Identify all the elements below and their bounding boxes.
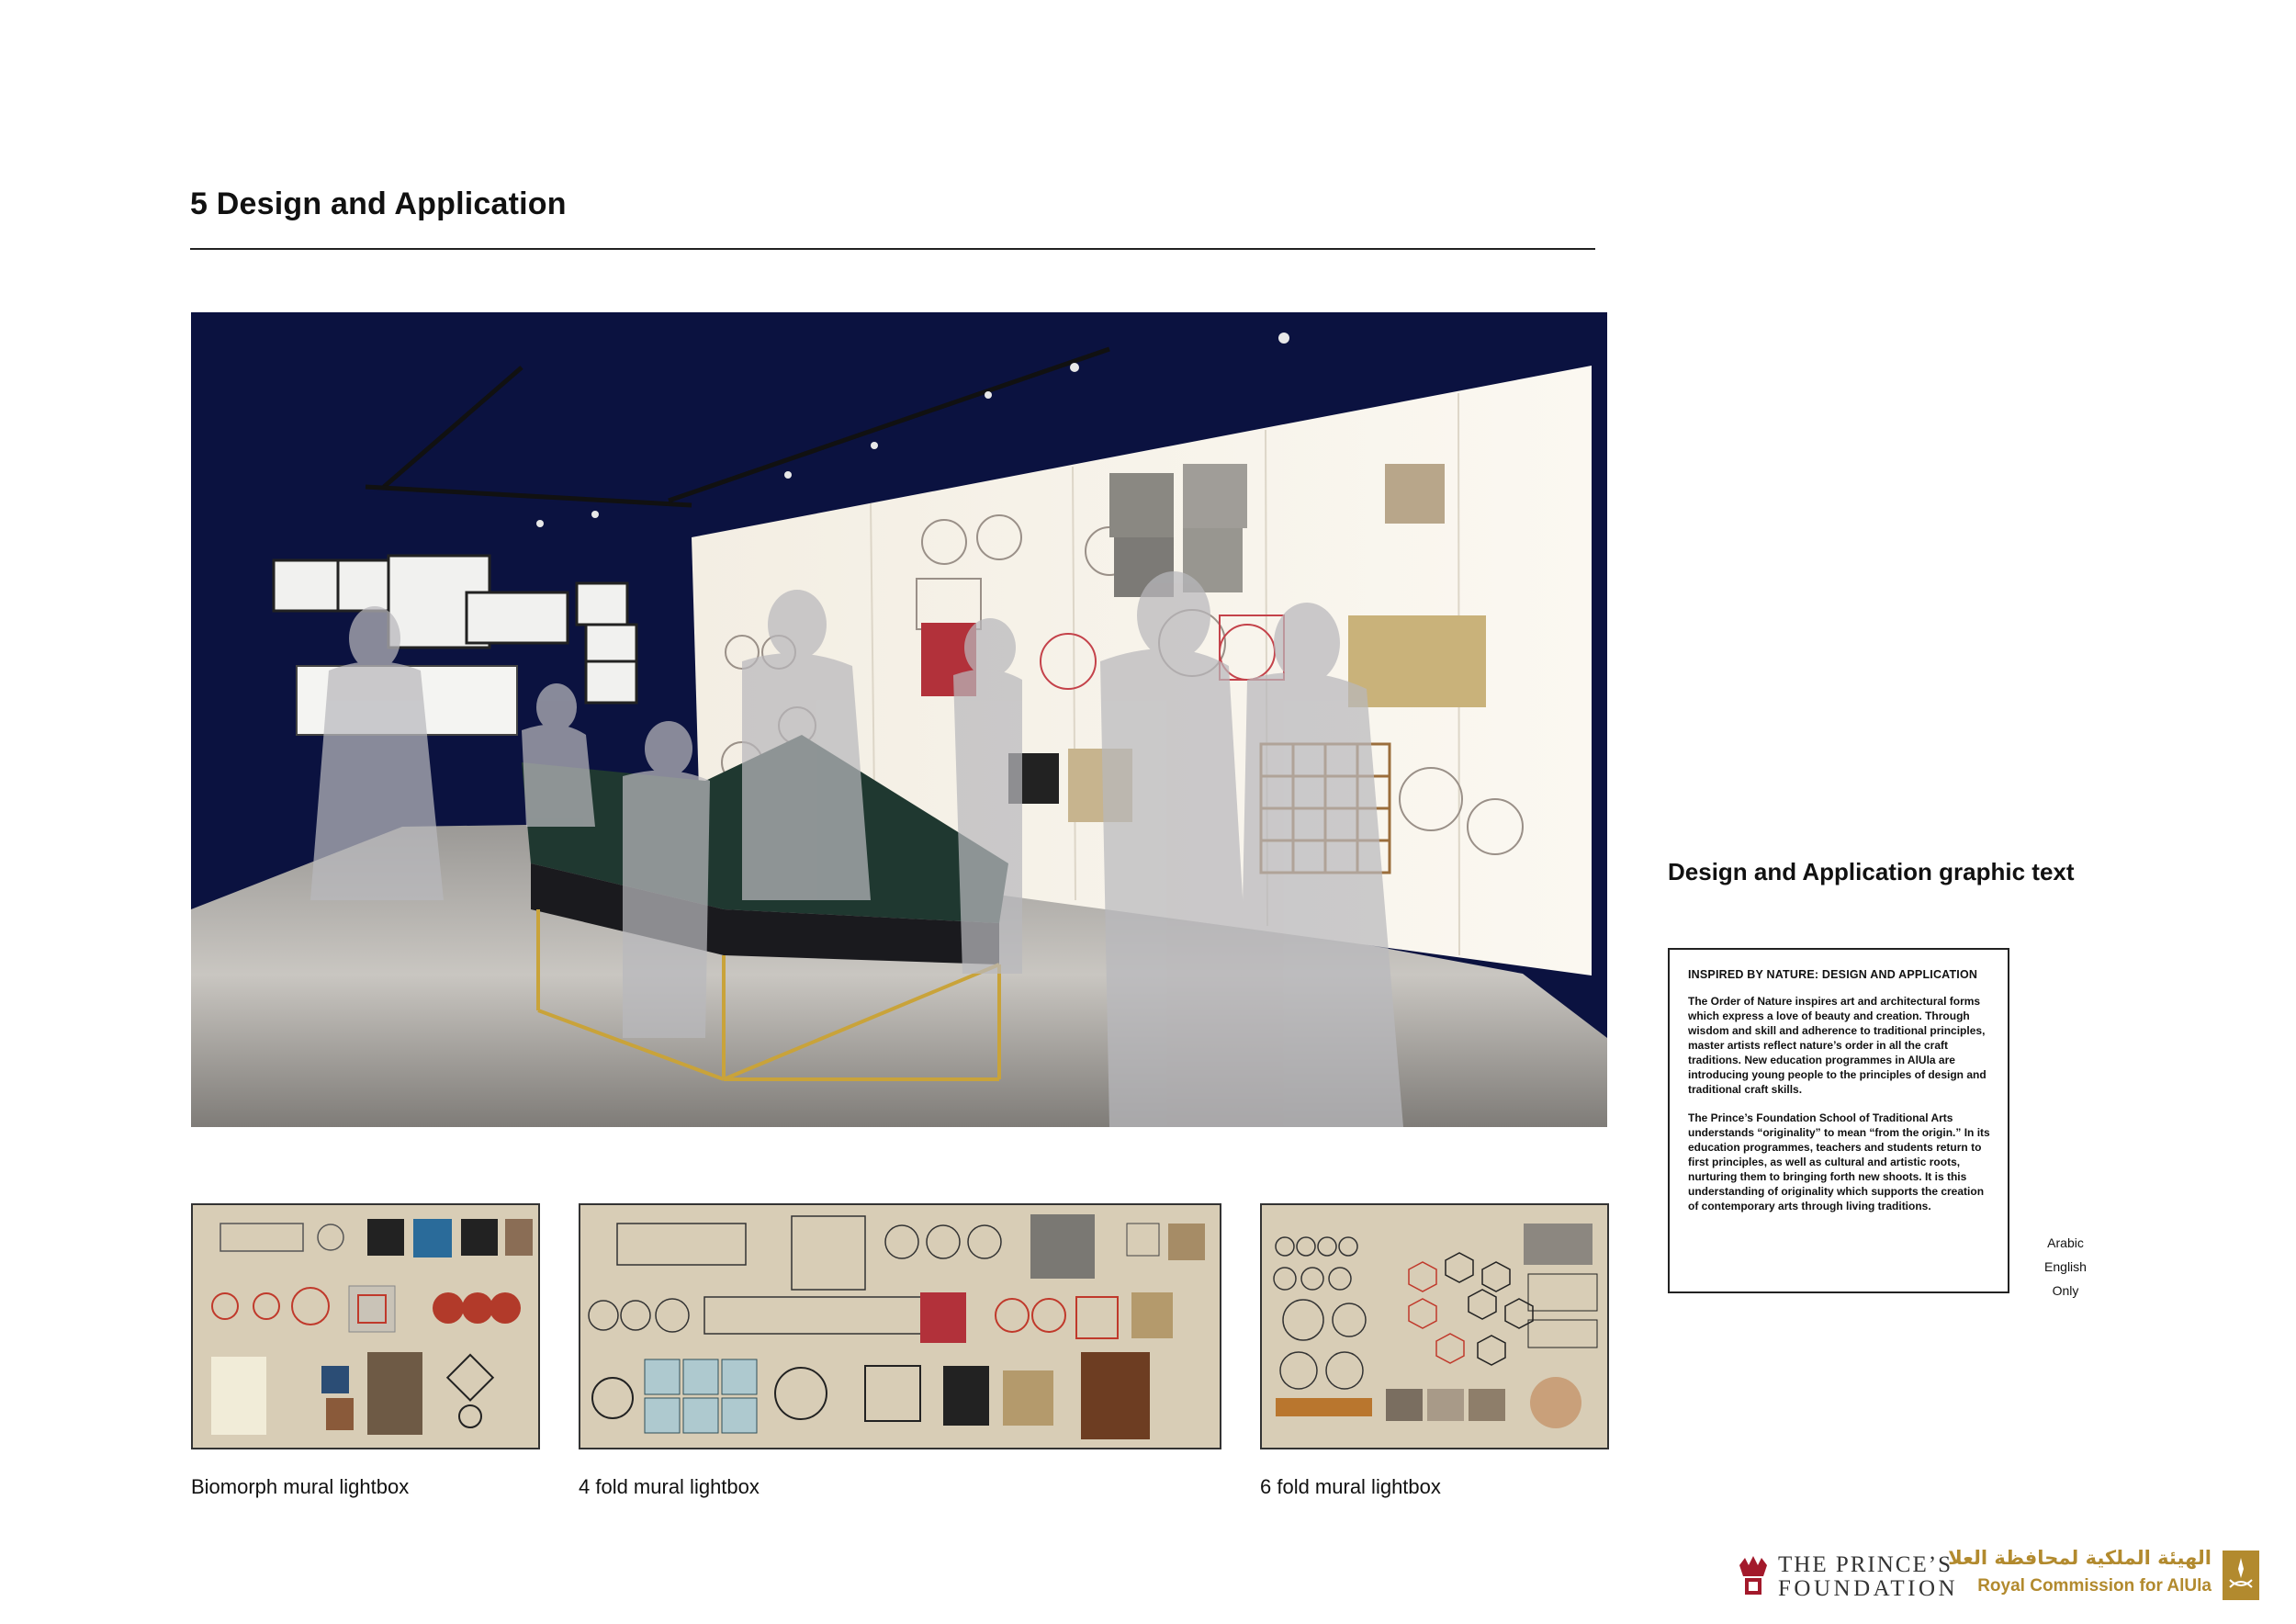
biomorph-mural-drawing	[193, 1205, 538, 1448]
six-fold-mural-lightbox	[1260, 1203, 1609, 1449]
royal-commission-english-name: Royal Commission for AlUla	[1977, 1576, 2212, 1596]
page-title: 5 Design and Application	[190, 186, 567, 221]
biomorph-lightbox-caption: Biomorph mural lightbox	[191, 1475, 410, 1498]
royal-commission-logo	[1948, 1547, 2259, 1604]
four-fold-lightbox-caption: 4 fold mural lightbox	[579, 1475, 760, 1498]
saudi-emblem-icon	[2223, 1551, 2259, 1600]
language-note-line-3: Only	[2052, 1283, 2079, 1298]
saudi-emblem-drawing	[2223, 1551, 2259, 1600]
exhibition-render-image	[191, 312, 1607, 1127]
graphic-text-heading: Design and Application graphic text	[1668, 858, 2075, 885]
language-note-line-2: English	[2044, 1259, 2087, 1274]
language-note-line-1: Arabic	[2047, 1235, 2084, 1250]
panel-paragraph-1: The Order of Nature inspires art and architectural forms which express a love of beauty and creation. Through wisdom and skill and adherence to traditional principles, master artists reflect nature’s order in all the craft traditions. New education programmes in AlUla are introducing young people to the principles of design and traditional craft skills.	[1688, 995, 1986, 1096]
panel-heading: INSPIRED BY NATURE: DESIGN AND APPLICATION	[1688, 968, 1978, 981]
panel-paragraph-2: The Prince’s Foundation School of Traditional Arts understands “originality” to mean “from the origin.” In its education programmes, teachers and students return to first principles, as well as cultural and artistic roots, nurturing them to bringing forth new shoots. It is this understanding of originality which supports the creation of contemporary arts through living traditions.	[1688, 1111, 1990, 1212]
language-note	[2043, 1231, 2088, 1303]
four-fold-mural-drawing	[580, 1205, 1220, 1448]
four-fold-mural-lightbox	[579, 1203, 1221, 1449]
princes-foundation-emblem-icon	[1736, 1554, 1771, 1598]
princes-foundation-logo	[1736, 1552, 1975, 1600]
princes-foundation-line-2: FOUNDATION	[1778, 1576, 1959, 1601]
biomorph-mural-lightbox	[191, 1203, 540, 1449]
royal-commission-arabic-name: الهيئة الملكية لمحافظة العلا	[1948, 1547, 2212, 1569]
graphic-text-panel	[1668, 948, 2009, 1293]
title-divider	[190, 248, 1595, 250]
princes-foundation-line-1: THE PRINCE’S	[1778, 1552, 1953, 1577]
render-drawing	[191, 312, 1607, 1127]
six-fold-mural-drawing	[1262, 1205, 1607, 1448]
six-fold-lightbox-caption: 6 fold mural lightbox	[1260, 1475, 1441, 1498]
